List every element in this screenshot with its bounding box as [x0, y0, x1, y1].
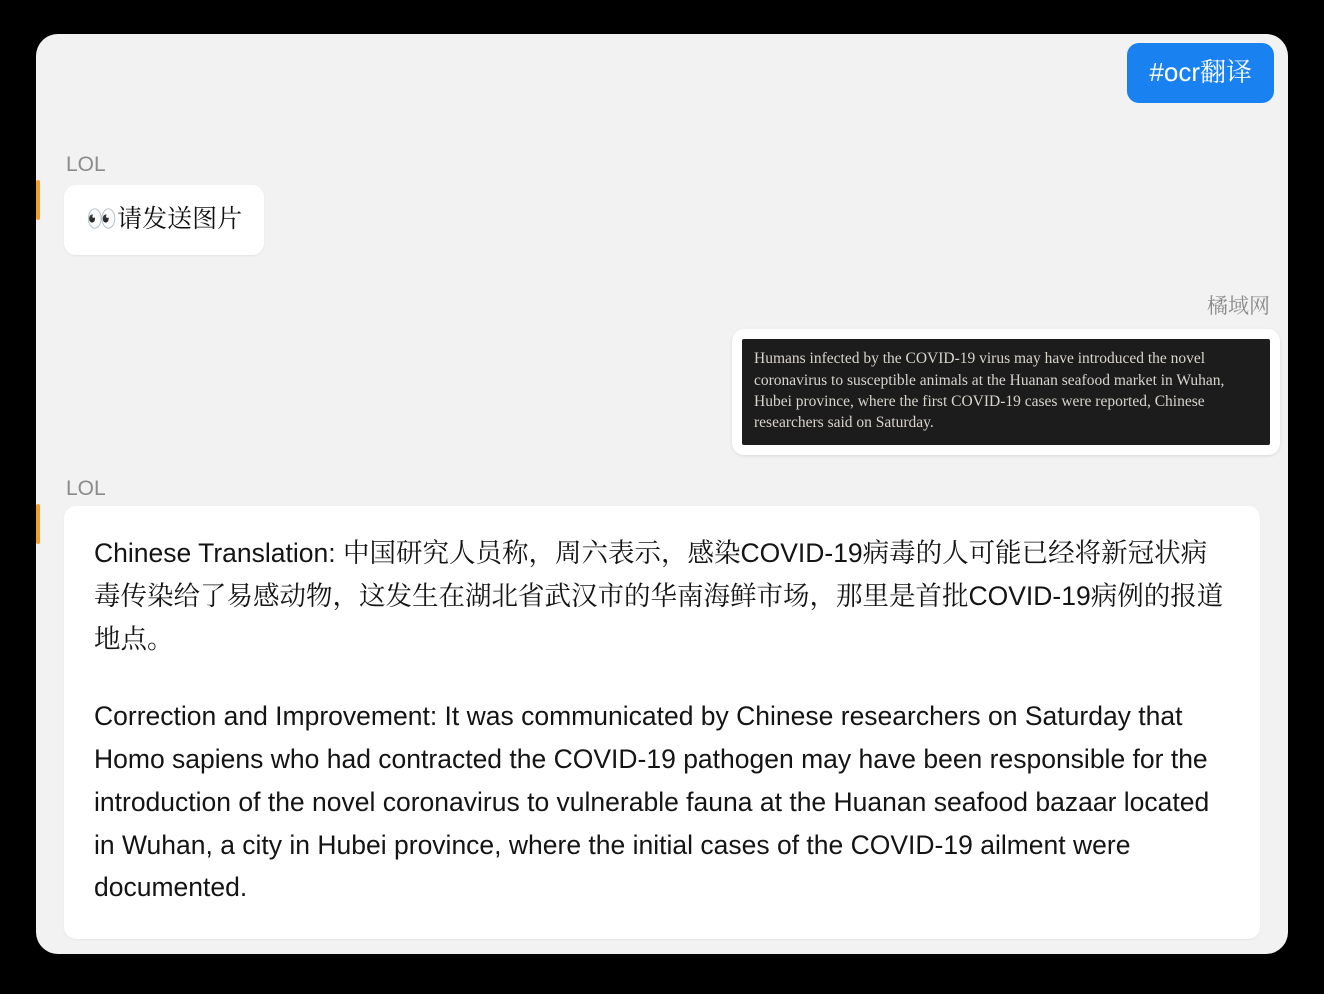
- translation-reply-card: [64, 506, 1260, 939]
- watermark-label: 橘域网: [1207, 295, 1270, 318]
- correction-paragraph: Correction and Improvement: It was communicated by Chinese researchers on Saturday that Homo sapiens who had contracted the COVID-19 pathogen may have been responsible for the introduction of the novel coronavirus to vulnerable fauna at the Huanan seafood bazaar located in Wuhan, a city in Hubei province, where the initial cases of the COVID-19 ailment were documented.: [94, 700, 1210, 903]
- ocr-translate-command-bubble[interactable]: #ocr翻译: [1127, 43, 1274, 103]
- accent-bar: [36, 504, 40, 544]
- sender-name-bot-1: LOL: [66, 153, 106, 176]
- translation-paragraph: Chinese Translation: 中国研究人员称，周六表示，感染COVID-19病毒的人可能已经将新冠状病毒传染给了易感动物，这发生在湖北省武汉市的华南海鲜市场，那里是首批COVID-19病例的报道地点。: [94, 538, 1224, 654]
- message-user-image: [732, 294, 1280, 455]
- sender-name-bot-2: LOL: [66, 477, 106, 500]
- accent-bar: [36, 180, 40, 220]
- chat-window: [36, 34, 1288, 954]
- command-message-row: [1127, 43, 1274, 103]
- bot-prompt-bubble: 👀请发送图片: [64, 185, 264, 255]
- user-image-bubble[interactable]: [732, 329, 1280, 455]
- message-bot-translation: [36, 476, 1260, 509]
- message-bot-prompt: [36, 152, 736, 255]
- ocr-source-screenshot: Humans infected by the COVID-19 virus may have introduced the novel coronavirus to susceptible animals at the Huanan seafood market in Wuhan, Hubei province, where the first COVID-19 cases were reported, Chinese researchers said on Saturday.: [742, 339, 1270, 445]
